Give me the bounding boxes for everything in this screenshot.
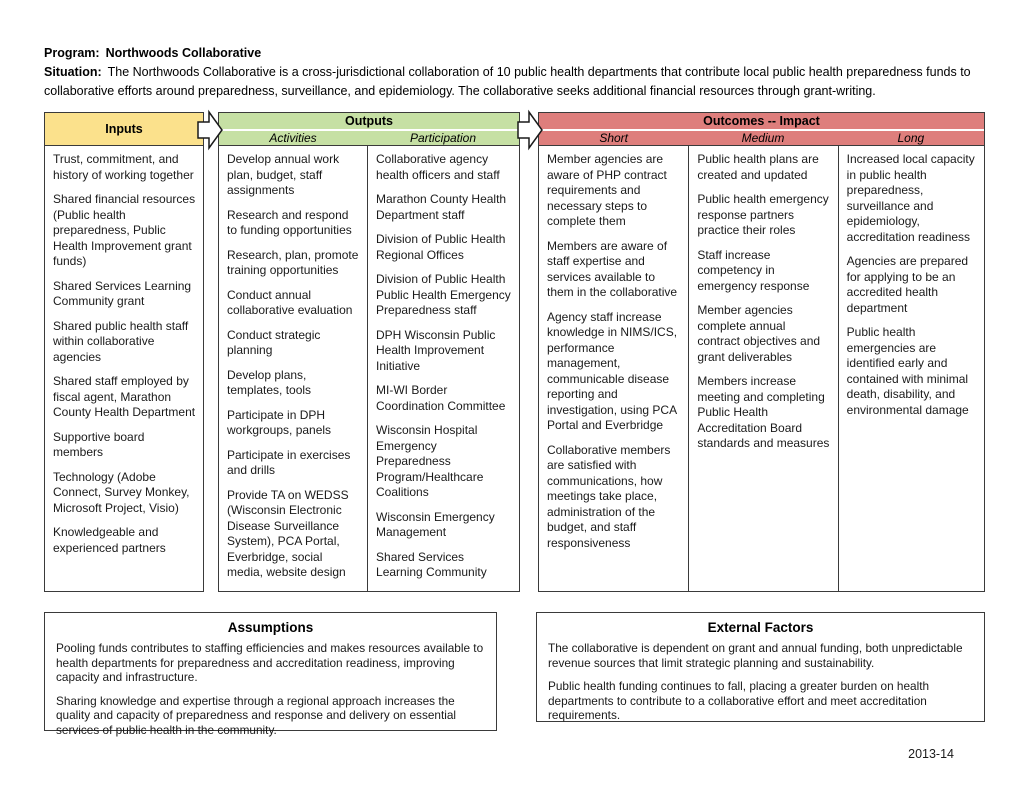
- inputs-header-label: Inputs: [105, 122, 143, 136]
- list-item: Collaborative agency health officers and staff: [376, 152, 500, 182]
- outcomes-body: [538, 146, 985, 592]
- inputs-outputs-gap: [204, 112, 218, 592]
- outputs-subheader-row: [219, 129, 519, 145]
- assumptions-box: [44, 612, 497, 737]
- list-item: Develop plans, templates, tools: [227, 367, 312, 397]
- outcomes-header: [538, 112, 985, 146]
- outputs-column: [218, 112, 520, 592]
- flow-arrow-icon: [197, 109, 223, 151]
- list-item: Supportive board members: [53, 429, 145, 459]
- list-item: Develop annual work plan, budget, staff assignments: [227, 152, 340, 197]
- list-item: Marathon County Health Department staff: [376, 192, 507, 222]
- list-item: Technology (Adobe Connect, Survey Monkey, Microsoft Project, Visio): [53, 469, 190, 515]
- inputs-column: [44, 112, 204, 592]
- list-item: Shared financial resources (Public health preparedness, Public Health Improvement grant funds): [53, 192, 196, 268]
- list-item: Sharing knowledge and expertise through a regional approach increases the quality and capacity of preparedness and response and delivery on essential services of public health in the community.: [56, 693, 457, 737]
- list-item: Trust, commitment, and history of working together: [53, 152, 194, 182]
- program-intro: [44, 44, 985, 101]
- participation-cell: [367, 146, 519, 591]
- list-item: Shared Services Learning Community: [376, 549, 487, 579]
- list-item: The collaborative is dependent on grant and annual funding, both unpredictable revenue sources that limit strategic planning and sustainability.: [548, 641, 963, 670]
- assumptions-text: [56, 641, 485, 737]
- inputs-body: [44, 146, 204, 592]
- short-outcomes-cell: [539, 146, 688, 591]
- outcomes-column: [538, 112, 985, 592]
- list-item: Research, plan, promote training opportunities: [227, 247, 359, 277]
- logic-model-table: [44, 112, 985, 592]
- flow-arrow-icon: [517, 109, 543, 151]
- outputs-header: [218, 112, 520, 146]
- assumptions-title: Assumptions: [227, 620, 314, 635]
- footer-year: 2013-14: [908, 747, 954, 761]
- external-factors-text: [548, 641, 973, 723]
- list-item: Increased local capacity in public health preparedness, surveillance and epidemiology, accreditation readiness: [846, 152, 975, 244]
- activities-subheader: Activities: [269, 131, 317, 145]
- external-factors-box: [536, 612, 985, 722]
- situation-line: [44, 63, 985, 101]
- participation-subheader: Participation: [409, 131, 477, 145]
- list-item: Public health plans are created and updated: [697, 152, 819, 182]
- list-item: Wisconsin Hospital Emergency Preparedness Program/Healthcare Coalitions: [376, 423, 484, 499]
- list-item: Member agencies are aware of PHP contract requirements and necessary steps to complete them: [547, 152, 667, 228]
- list-item: Wisconsin Emergency Management: [376, 509, 495, 539]
- list-item: Members are aware of staff expertise and services available to them in the collaborative: [547, 238, 678, 299]
- list-item: Public health emergencies are identified early and contained with minimal death, disability, and environmental damage: [846, 325, 969, 417]
- outputs-header-label: Outputs: [345, 114, 393, 128]
- situation-label: Situation:: [44, 65, 102, 79]
- long-outcomes-cell: [838, 146, 984, 591]
- outputs-outcomes-gap: [520, 112, 538, 592]
- list-item: Pooling funds contributes to staffing efficiencies and makes resources available to health departments for preparedness and accreditation readiness, improving capacity and infrastructure.: [56, 641, 484, 684]
- list-item: Research and respond to funding opportunities: [227, 207, 352, 237]
- list-item: Shared staff employed by fiscal agent, Marathon County Health Department: [53, 374, 196, 419]
- list-item: Conduct strategic planning: [227, 327, 321, 357]
- list-item: Staff increase competency in emergency response: [697, 247, 810, 293]
- list-item: Participate in exercises and drills: [227, 447, 351, 477]
- external-factors-title: External Factors: [707, 620, 814, 635]
- inputs-cell: [45, 146, 203, 591]
- program-name: Northwoods Collaborative: [105, 46, 262, 60]
- list-item: Shared public health staff within collaborative agencies: [53, 318, 189, 364]
- list-item: Members increase meeting and completing Public Health Accreditation Board standards and measures: [697, 374, 830, 450]
- list-item: Knowledgeable and experienced partners: [53, 525, 166, 555]
- list-item: MI-WI Border Coordination Committee: [376, 383, 506, 413]
- program-label: Program:: [44, 46, 100, 60]
- list-item: Public health emergency response partners practice their roles: [697, 192, 829, 237]
- list-item: Shared Services Learning Community grant: [53, 278, 192, 308]
- short-subheader: Short: [599, 131, 628, 145]
- inputs-header: [44, 112, 204, 146]
- list-item: Agencies are prepared for applying to be an accredited health department: [846, 254, 969, 315]
- medium-outcomes-cell: [688, 146, 837, 591]
- list-item: Collaborative members are satisfied with communications, how meetings take place, administration of the budget, and staff responsiveness: [547, 442, 671, 550]
- list-item: Division of Public Health Regional Offices: [376, 232, 506, 262]
- list-item: Conduct annual collaborative evaluation: [227, 287, 353, 317]
- list-item: Member agencies complete annual contract objectives and grant deliverables: [697, 303, 821, 364]
- list-item: Participate in DPH workgroups, panels: [227, 407, 332, 437]
- medium-subheader: Medium: [741, 131, 785, 145]
- program-line: [44, 44, 985, 63]
- list-item: DPH Wisconsin Public Health Improvement Initiative: [376, 327, 496, 373]
- list-item: Provide TA on WEDSS (Wisconsin Electronic Disease Surveillance System), PCA Portal, Everbridge, social media, website design: [227, 487, 349, 579]
- situation-text: The Northwoods Collaborative is a cross-jurisdictional collaboration of 10 public health departments that contribute local public health preparedness funds to collaborative efforts around preparedness, surveillance, and epidemiology. The collaborative seeks additional financial resources through grant-writing.: [44, 65, 971, 98]
- list-item: Division of Public Health Public Health Emergency Preparedness staff: [376, 272, 511, 317]
- outcomes-subheader-row: [539, 129, 984, 145]
- list-item: Public health funding continues to fall, placing a greater burden on health departments to contribute to a collaborative effort and meet accreditation requirements.: [548, 679, 930, 722]
- outputs-body: [218, 146, 520, 592]
- outcomes-header-label: Outcomes -- Impact: [703, 114, 820, 128]
- list-item: Agency staff increase knowledge in NIMS/ICS, performance management, communicable disease reporting and investigation, using PCA Portal and Everbridge: [547, 309, 678, 432]
- long-subheader: Long: [897, 131, 925, 145]
- activities-cell: [219, 146, 367, 591]
